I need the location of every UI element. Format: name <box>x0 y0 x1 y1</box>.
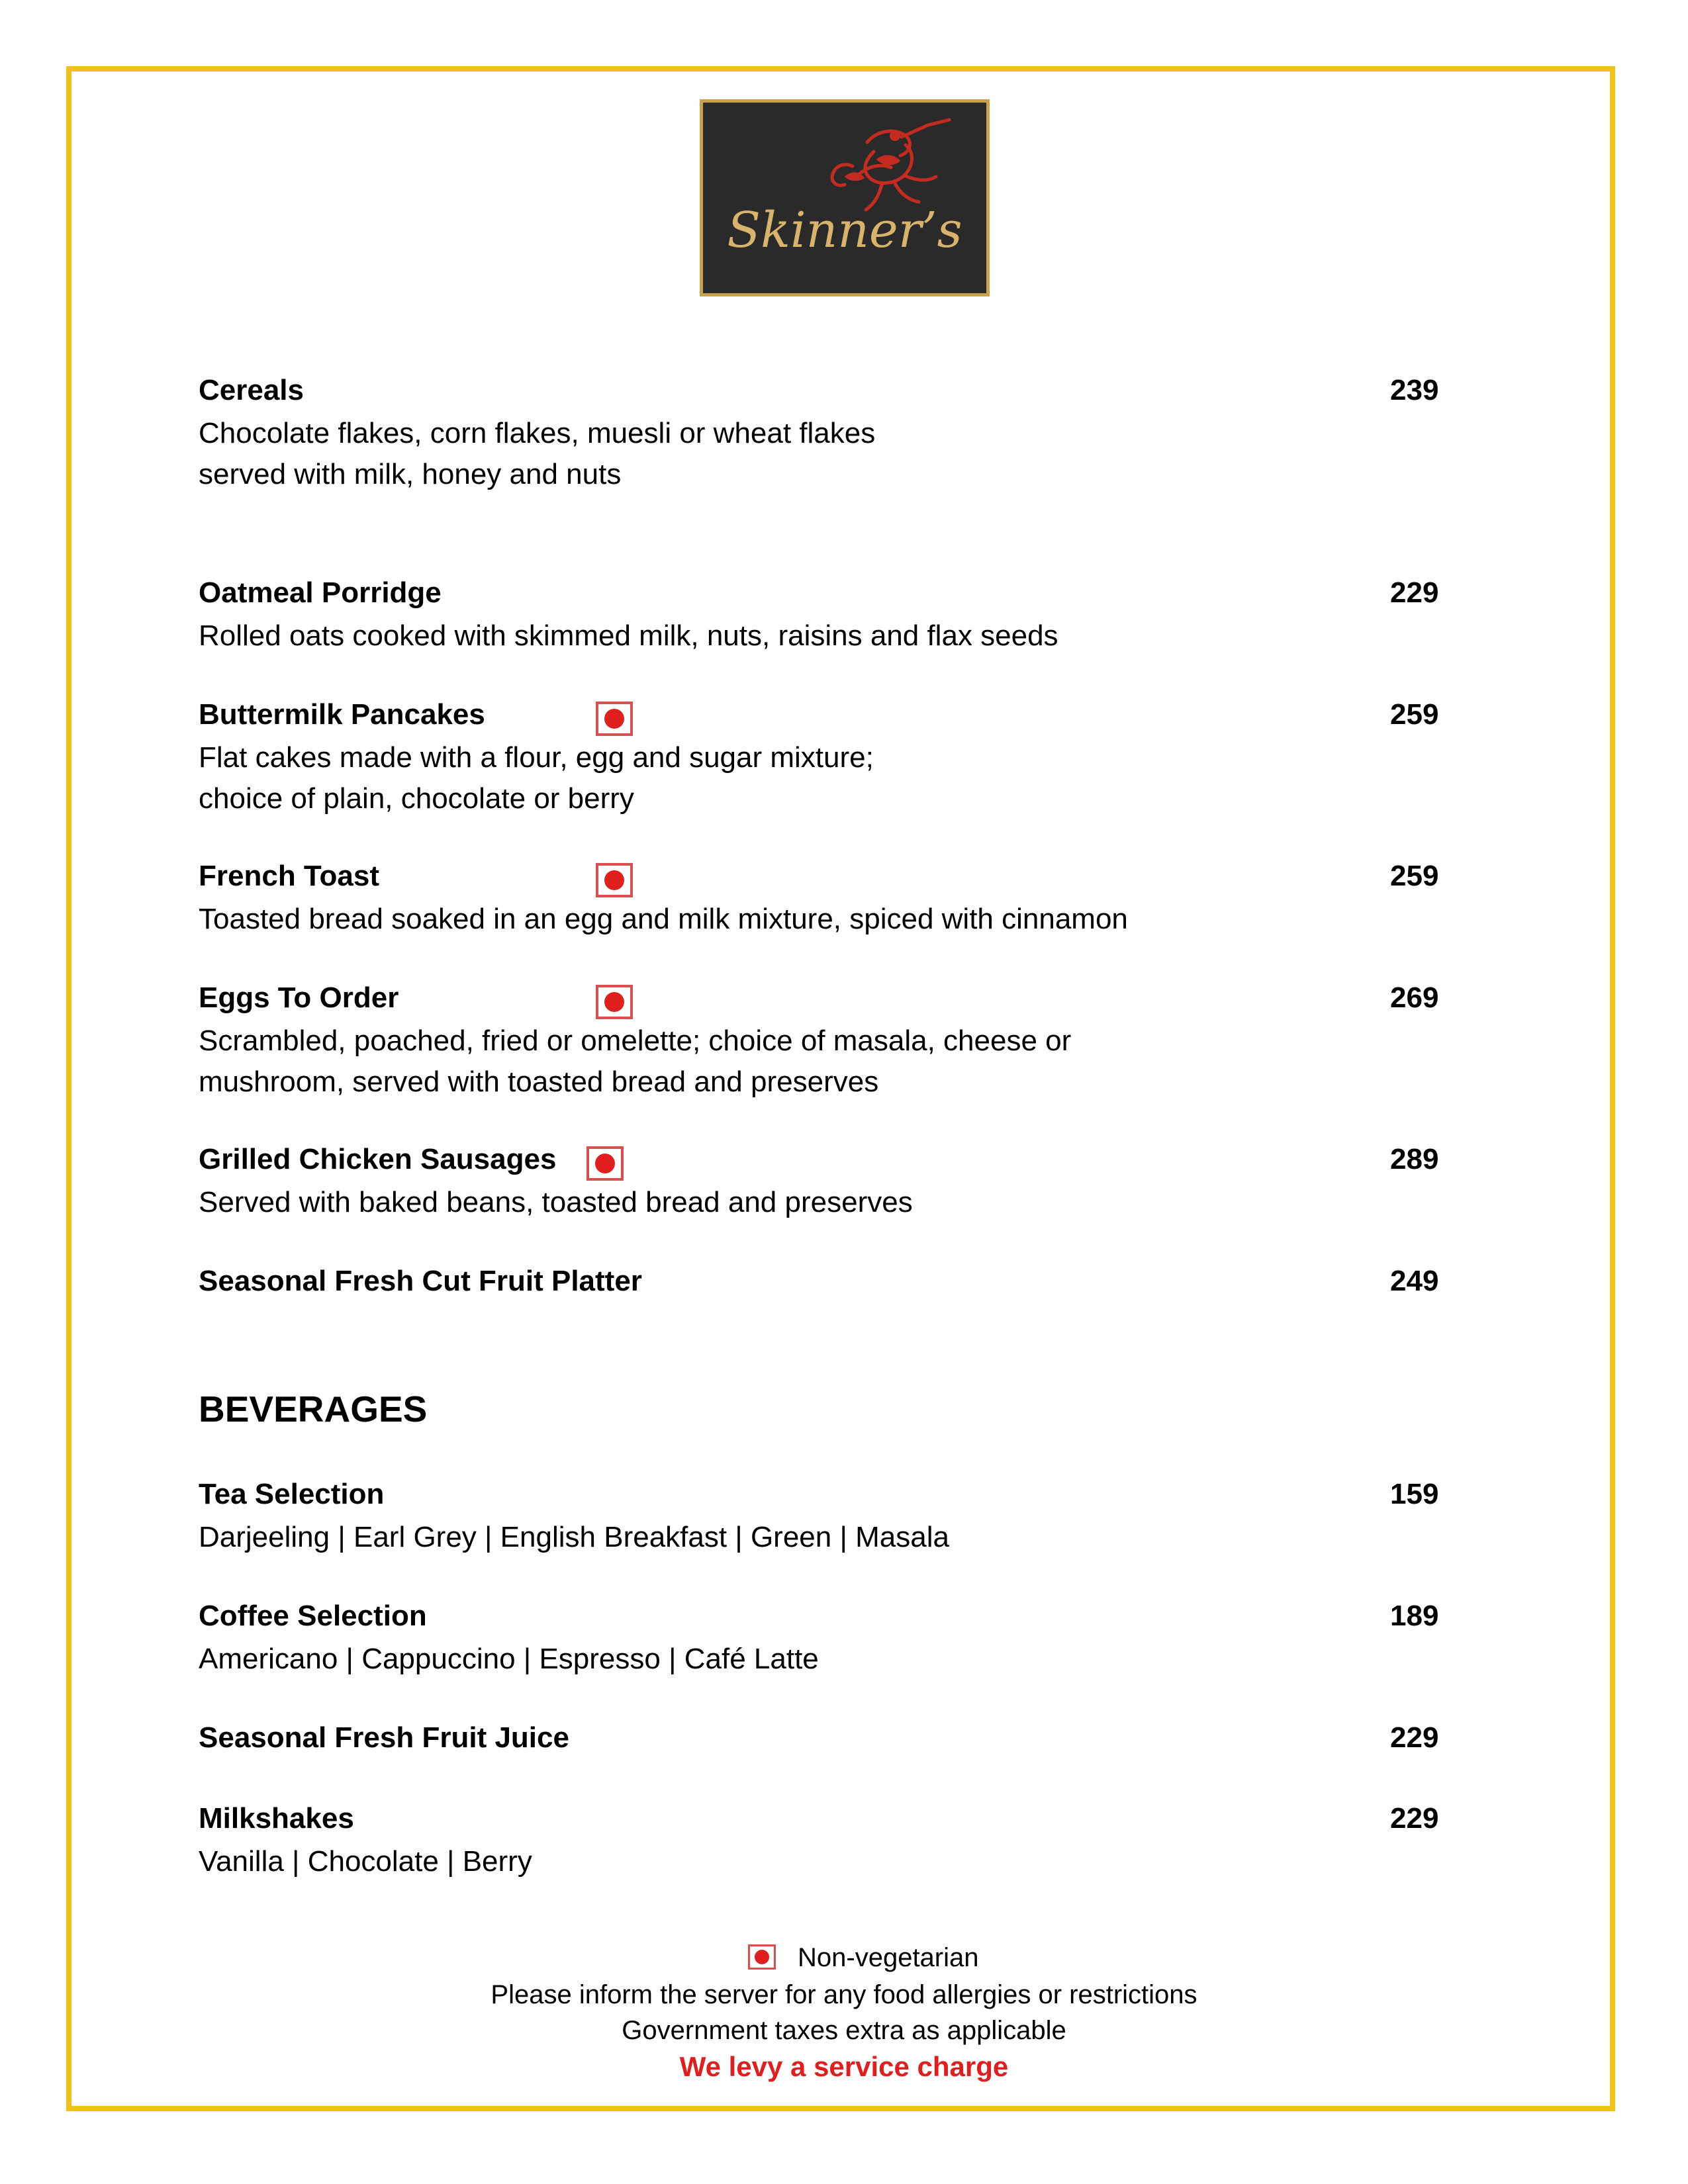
menu-item-description: Americano | Cappuccino | Espresso | Café Latte <box>199 1643 819 1675</box>
menu-item-price: 229 <box>1390 576 1439 609</box>
menu-item-price: 229 <box>1390 1802 1439 1835</box>
menu-item-name: Cereals <box>199 374 305 406</box>
menu-item-description: Served with baked beans, toasted bread and preserves <box>199 1186 913 1218</box>
menu-item-price: 229 <box>1390 1721 1439 1754</box>
menu-item-price: 269 <box>1390 981 1439 1014</box>
menu-item-description: choice of plain, chocolate or berry <box>199 782 634 815</box>
menu-item-price: 289 <box>1390 1143 1439 1175</box>
menu-item-name: Seasonal Fresh Cut Fruit Platter <box>199 1265 642 1297</box>
menu-item-name: Eggs To Order <box>199 981 399 1014</box>
service-charge-note: We levy a service charge <box>679 2051 1009 2082</box>
non-veg-legend-label: Non-vegetarian <box>798 1943 979 1972</box>
tax-note: Government taxes extra as applicable <box>622 2016 1066 2045</box>
menu-item-name: Grilled Chicken Sausages <box>199 1143 557 1175</box>
menu-item-description: mushroom, served with toasted bread and preserves <box>199 1066 879 1098</box>
menu-item-price: 249 <box>1390 1265 1439 1297</box>
allergy-note: Please inform the server for any food allergies or restrictions <box>491 1980 1197 2009</box>
menu-item-name: Buttermilk Pancakes <box>199 698 485 731</box>
horse-rider-icon <box>703 103 986 293</box>
non-veg-icon <box>596 985 633 1019</box>
menu-item-description: Vanilla | Chocolate | Berry <box>199 1845 532 1878</box>
menu-item-name: Milkshakes <box>199 1802 354 1835</box>
menu-item-description: Rolled oats cooked with skimmed milk, nuts, raisins and flax seeds <box>199 619 1058 652</box>
menu-item-price: 189 <box>1390 1600 1439 1632</box>
menu-item-price: 239 <box>1390 374 1439 406</box>
menu-item-name: Oatmeal Porridge <box>199 576 442 609</box>
menu-item-description: Chocolate flakes, corn flakes, muesli or wheat flakes <box>199 417 876 449</box>
menu-item-name: Seasonal Fresh Fruit Juice <box>199 1721 569 1754</box>
menu-item-description: Toasted bread soaked in an egg and milk mixture, spiced with cinnamon <box>199 903 1128 935</box>
non-veg-legend-icon <box>748 1944 776 1970</box>
svg-text:Skinner’s: Skinner’s <box>727 202 962 259</box>
non-veg-icon <box>586 1146 624 1181</box>
menu-item-name: Coffee Selection <box>199 1600 427 1632</box>
menu-item-name: Tea Selection <box>199 1478 385 1510</box>
restaurant-logo <box>700 99 990 296</box>
section-title-beverages: BEVERAGES <box>199 1388 428 1430</box>
menu-item-description: Flat cakes made with a flour, egg and sugar mixture; <box>199 741 874 774</box>
menu-item-price: 159 <box>1390 1478 1439 1510</box>
menu-item-name: French Toast <box>199 860 380 892</box>
menu-item-description: served with milk, honey and nuts <box>199 458 622 490</box>
menu-item-price: 259 <box>1390 698 1439 731</box>
menu-item-description: Darjeeling | Earl Grey | English Breakfast | Green | Masala <box>199 1521 949 1553</box>
non-veg-icon <box>596 702 633 736</box>
menu-item-description: Scrambled, poached, fried or omelette; choice of masala, cheese or <box>199 1024 1072 1057</box>
menu-item-price: 259 <box>1390 860 1439 892</box>
non-veg-icon <box>596 863 633 897</box>
